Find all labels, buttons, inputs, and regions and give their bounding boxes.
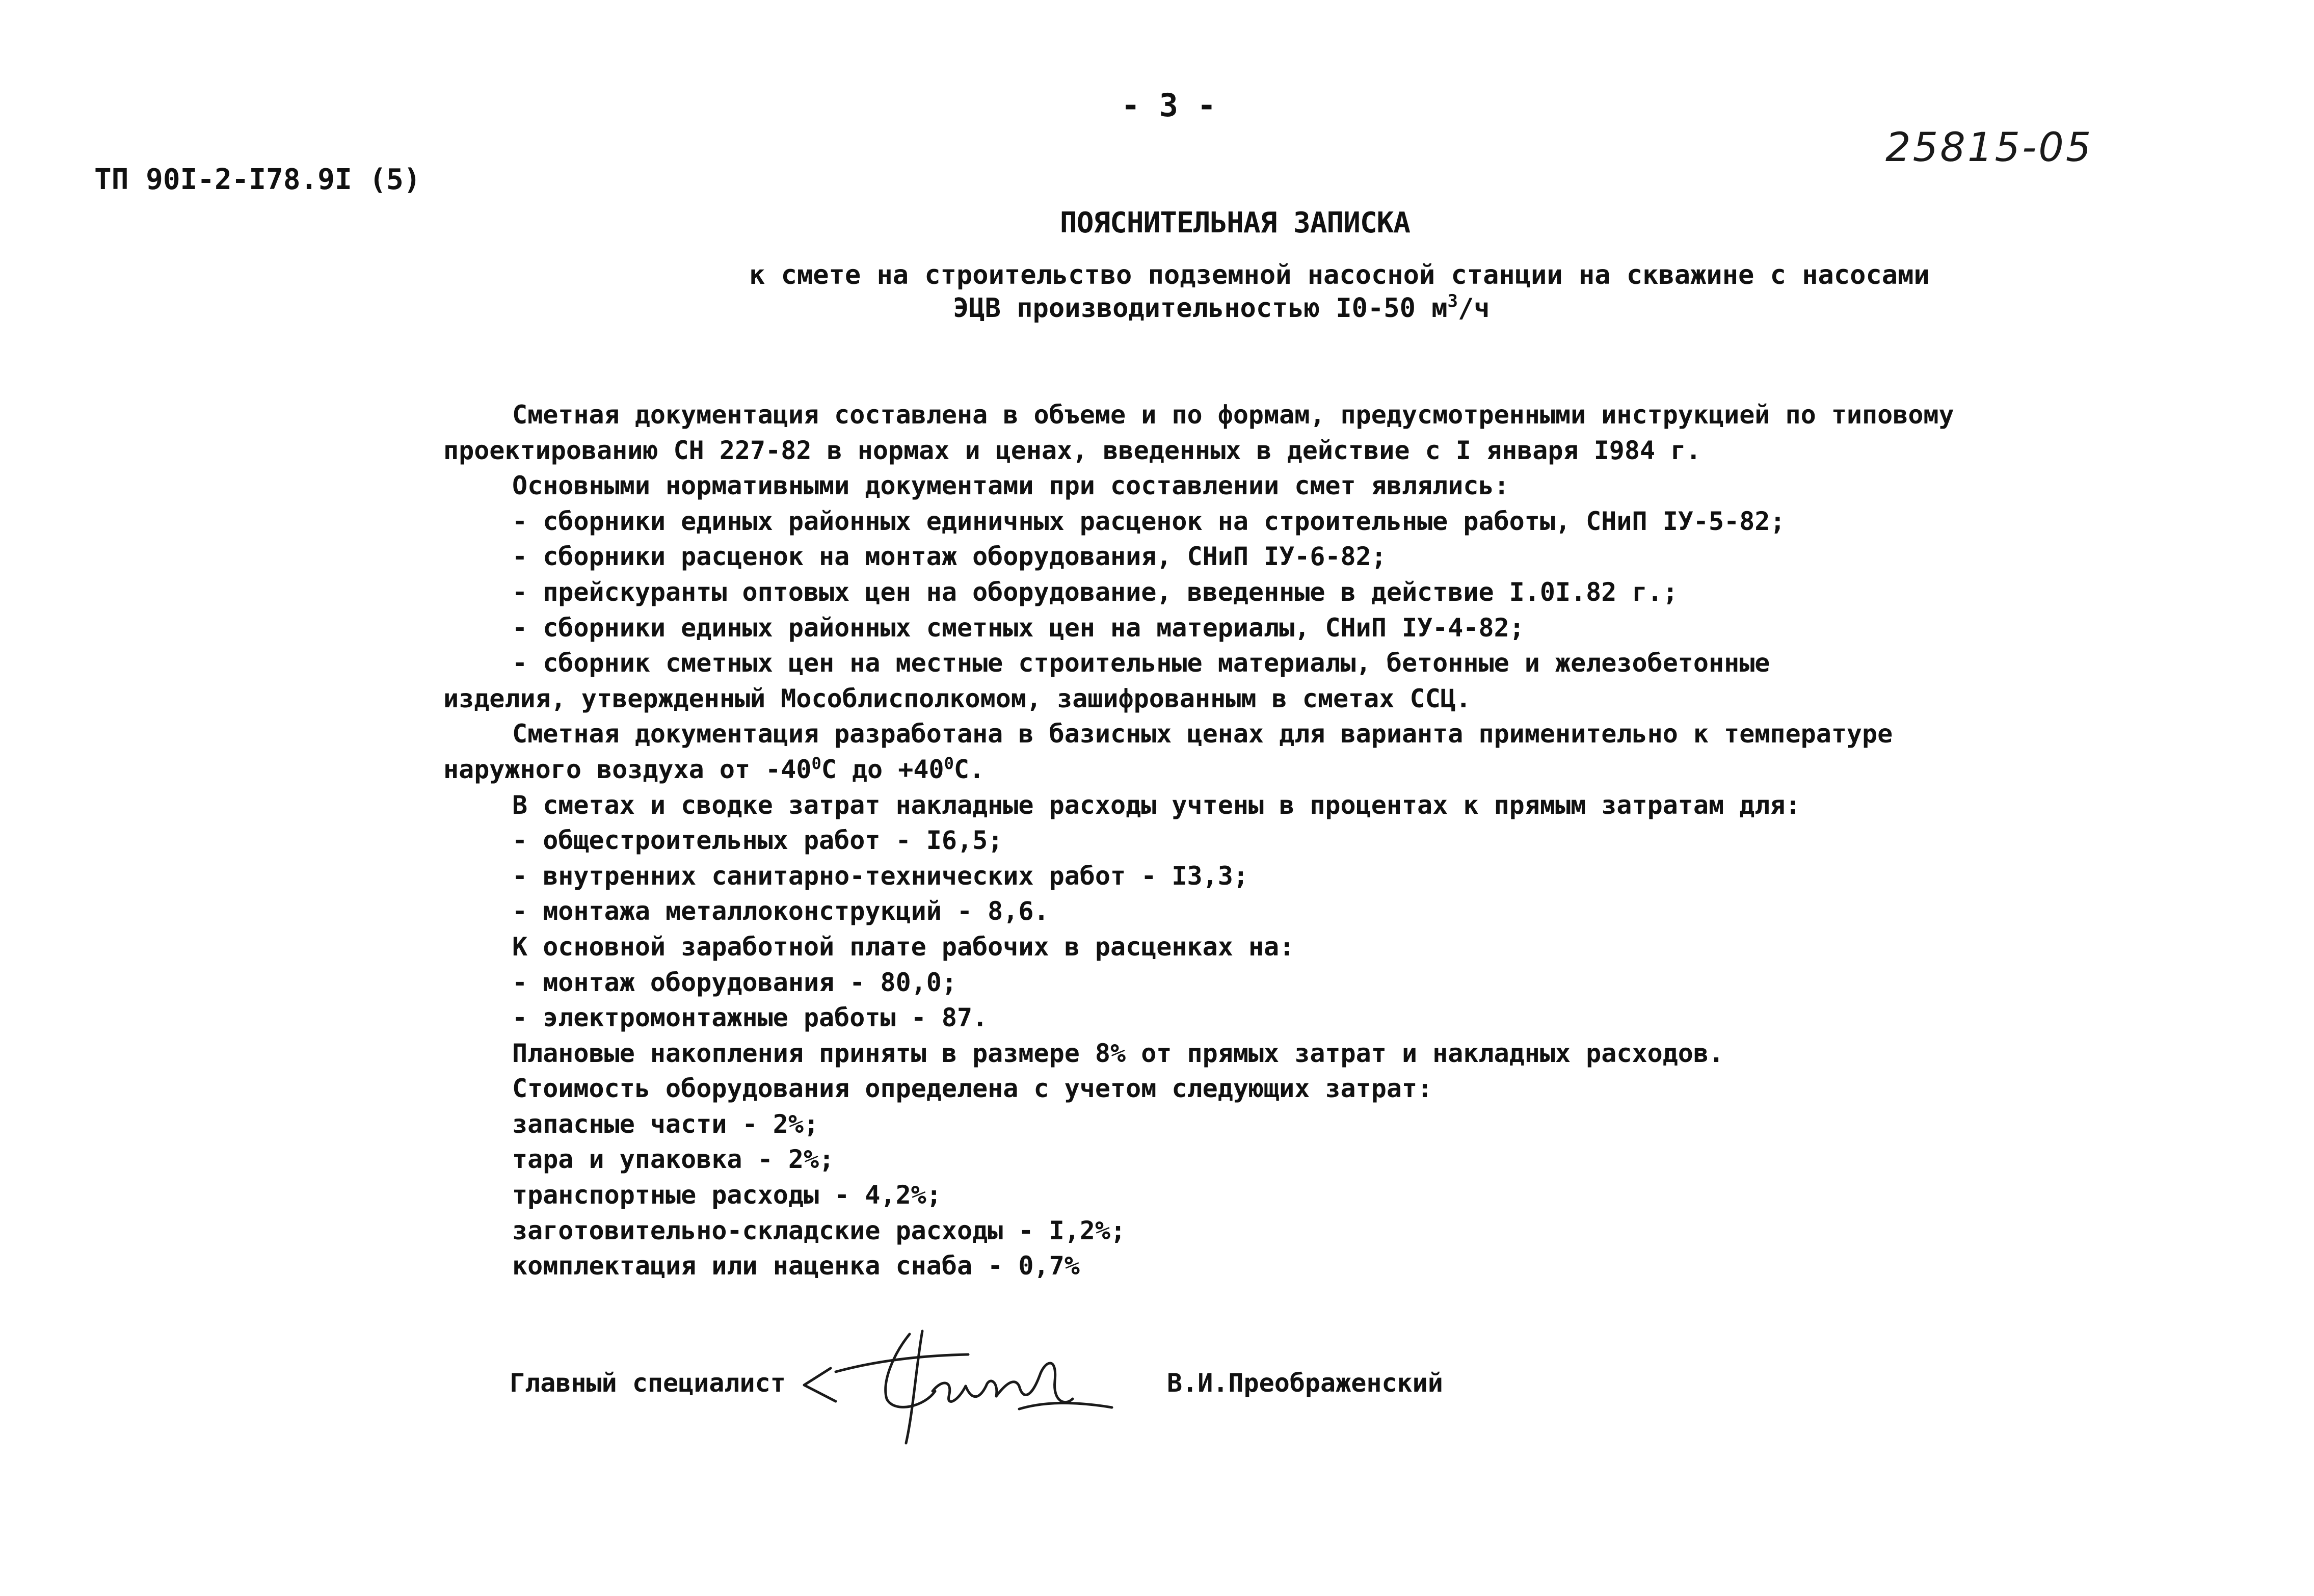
paragraph-3-line-2 bbox=[443, 752, 1954, 788]
temperature-text-c: С. bbox=[953, 754, 985, 784]
signer-name: В.И.Преображенский bbox=[1167, 1368, 1443, 1398]
paragraph-6: Плановые накопления приняты в размере 8% от прямых затрат и накладных расходов. bbox=[512, 1038, 1724, 1068]
list-item-norms-5-line-1: - сборник сметных цен на местные строительные материалы, бетонные и железобетонные bbox=[512, 648, 1770, 678]
list-item-norms-1: - сборники единых районных единичных расценок на строительные работы, СНиП IУ-5-82; bbox=[512, 506, 1786, 536]
signer-role: Главный специалист bbox=[510, 1368, 786, 1398]
list-item-norms-4: - сборники единых районных сметных цен на материалы, СНиП IУ-4-82; bbox=[512, 613, 1525, 643]
handwritten-signature bbox=[800, 1325, 1116, 1447]
degree-superscript-1: 0 bbox=[811, 753, 821, 773]
subtitle-unit-tail: /ч bbox=[1458, 293, 1490, 324]
paragraph-2: Основными нормативными документами при составлении смет являлись: bbox=[512, 471, 1509, 501]
paragraph-1-line-2: проектированию СН 227-82 в нормах и ценах, введенных в действие с I января I984 г. bbox=[443, 435, 1701, 465]
paragraph-7: Стоимость оборудования определена с учетом следующих затрат: bbox=[512, 1074, 1433, 1104]
subtitle-superscript: 3 bbox=[1447, 291, 1458, 311]
list-item-salary-1: - монтаж оборудования - 80,0; bbox=[512, 967, 957, 997]
page-number: - 3 - bbox=[1121, 87, 1216, 124]
temperature-text-a: наружного воздуха от -40 bbox=[443, 754, 812, 784]
paragraph-3-line-1: Сметная документация разработана в базисных ценах для варианта применительно к температуре bbox=[512, 719, 1893, 749]
body-text bbox=[443, 397, 1954, 1284]
paragraph-4: В сметах и сводке затрат накладные расходы учтены в процентах к прямым затратам для: bbox=[512, 790, 1801, 820]
archive-number: 25815-05 bbox=[1885, 125, 2093, 171]
degree-superscript-2: 0 bbox=[944, 753, 954, 773]
subtitle-text: ЭЦВ производительностью I0-50 м bbox=[953, 293, 1448, 324]
list-item-cost-3: транспортные расходы - 4,2%; bbox=[512, 1180, 942, 1210]
list-item-cost-1: запасные части - 2%; bbox=[512, 1109, 819, 1139]
document-subtitle-line-1: к смете на строительство подземной насосной станции на скважине с насосами bbox=[749, 260, 1930, 290]
document-subtitle-line-2 bbox=[953, 293, 1490, 324]
list-item-cost-2: тара и упаковка - 2%; bbox=[512, 1145, 835, 1175]
paragraph-5: К основной заработной плате рабочих в расценках на: bbox=[512, 932, 1295, 962]
list-item-salary-2: - электромонтажные работы - 87. bbox=[512, 1003, 988, 1033]
list-item-cost-5: комплектация или наценка снаба - 0,7% bbox=[512, 1251, 1080, 1281]
paragraph-1-line-1: Сметная документация составлена в объеме и по формам, предусмотренными инструкцией по типовому bbox=[512, 400, 1954, 430]
list-item-overhead-3: - монтажа металлоконструкций - 8,6. bbox=[512, 896, 1049, 926]
list-item-norms-2: - сборники расценок на монтаж оборудования, СНиП IУ-6-82; bbox=[512, 542, 1387, 572]
document-title: ПОЯСНИТЕЛЬНАЯ ЗАПИСКА bbox=[1060, 206, 1411, 240]
temperature-text-b: С до +40 bbox=[821, 754, 944, 784]
list-item-norms-5-line-2: изделия, утвержденный Мособлисполкомом, зашифрованным в сметах ССЦ. bbox=[443, 683, 1471, 713]
list-item-overhead-1: - общестроительных работ - I6,5; bbox=[512, 826, 1003, 856]
document-code: ТП 90I-2-I78.9I (5) bbox=[94, 163, 421, 196]
list-item-overhead-2: - внутренних санитарно-технических работ - I3,3; bbox=[512, 861, 1248, 891]
list-item-cost-4: заготовительно-складские расходы - I,2%; bbox=[512, 1215, 1126, 1245]
list-item-norms-3: - прейскуранты оптовых цен на оборудование, введенные в действие I.0I.82 г.; bbox=[512, 577, 1678, 607]
